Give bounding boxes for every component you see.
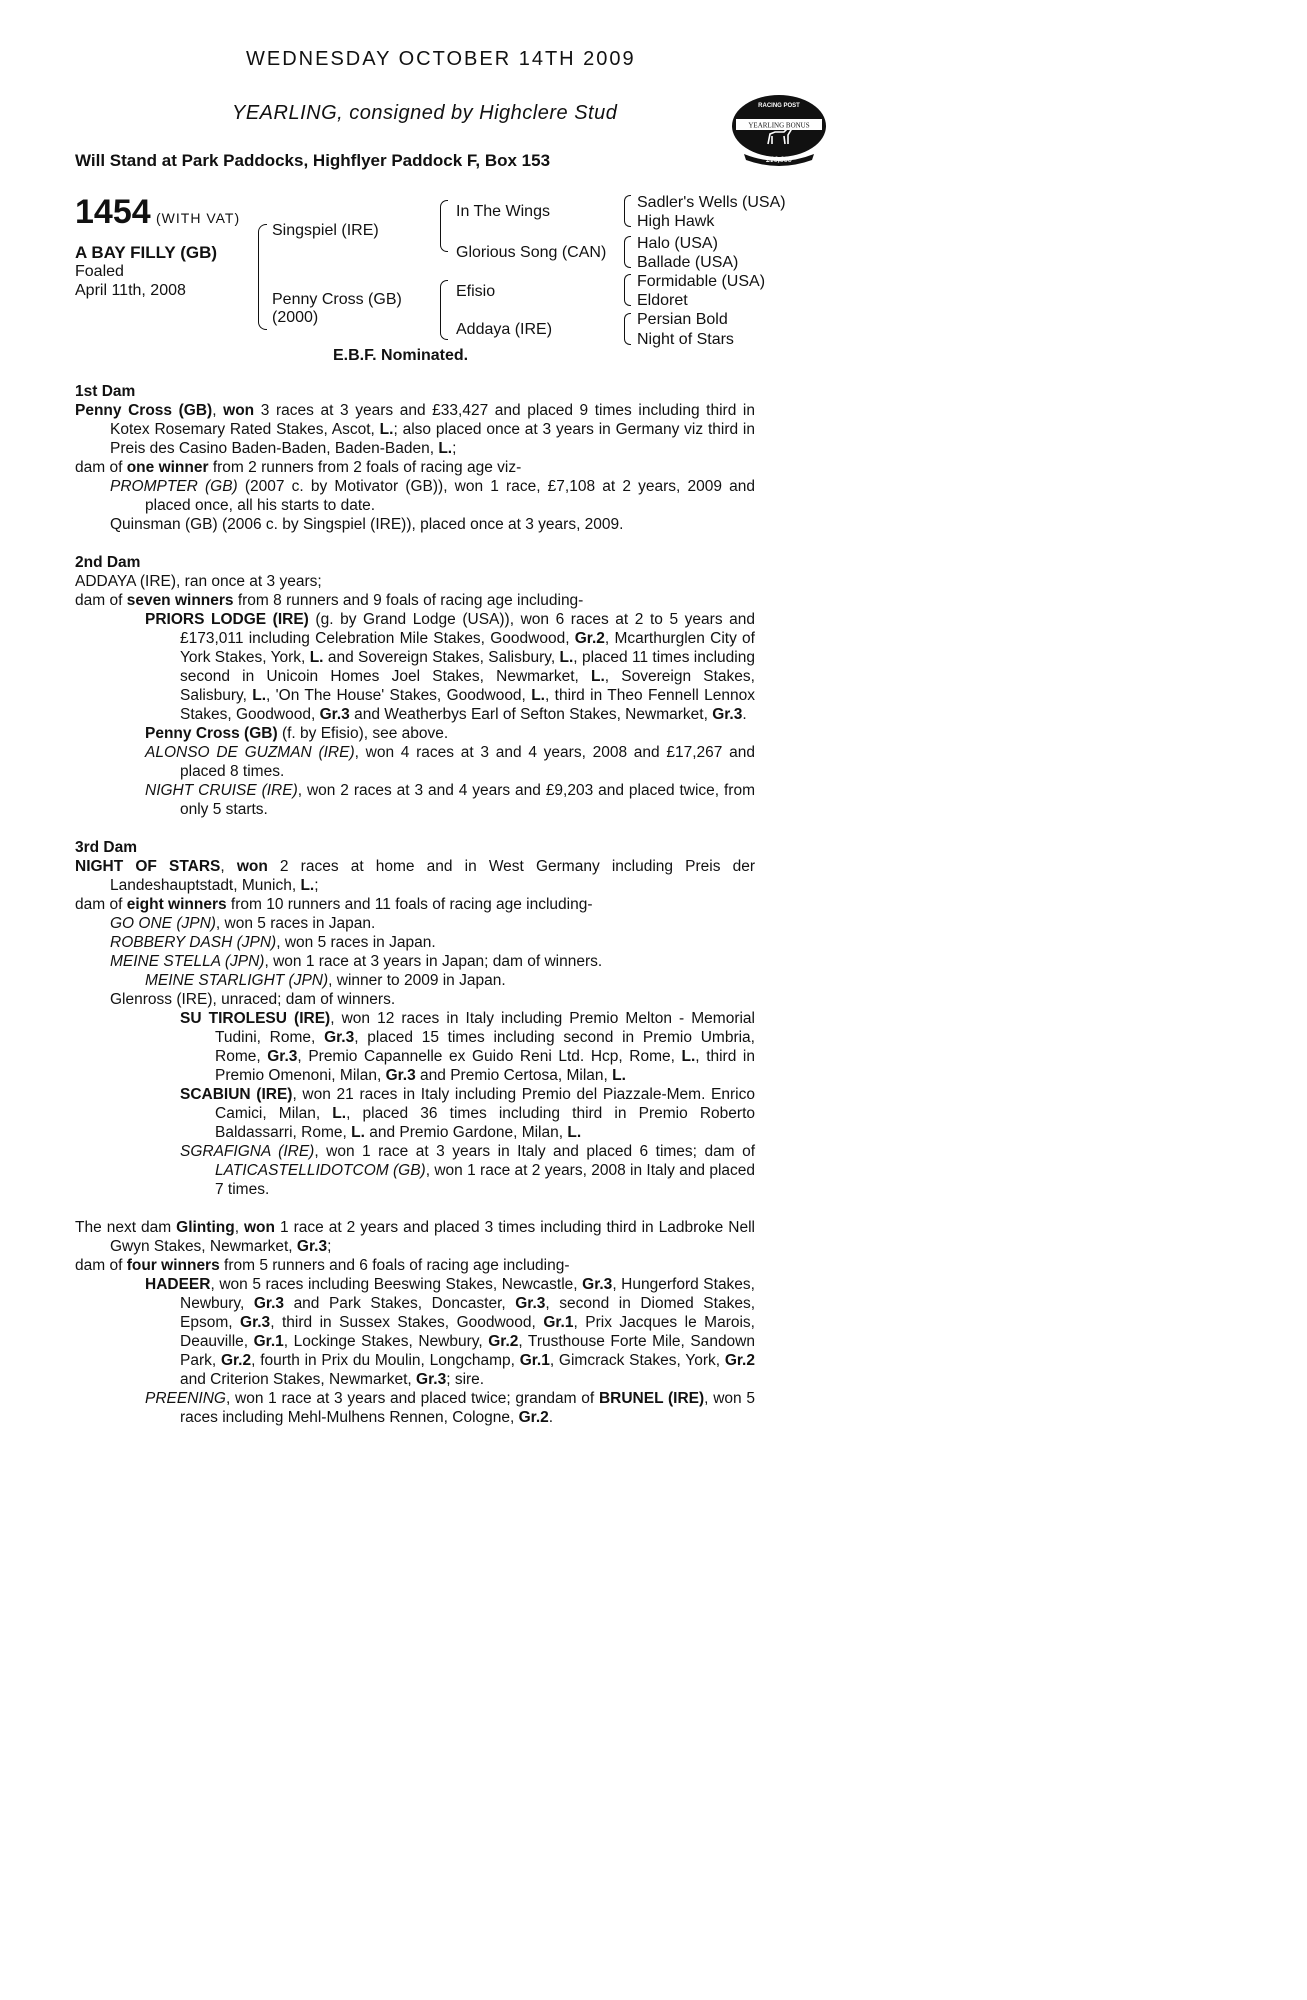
produce-entry: PROMPTER (GB) (2007 c. by Motivator (GB)), won 1 race, £7,108 at 2 years, 2009 and placed once, all his starts to date.: [110, 478, 755, 514]
pedigree-brace-2b: [440, 280, 448, 340]
second-dam-produce-summary: dam of seven winners from 8 runners and 9 foals of racing age including-: [75, 592, 584, 609]
won-bold: won: [223, 402, 255, 419]
produce-entry: HADEER, won 5 races including Beeswing Stakes, Newcastle, Gr.3, Hungerford Stakes, Newbury, Gr.3 and Park Stakes, Doncaster, Gr.3, second in Diomed Stakes, Epsom, Gr.3, third in Sussex Stakes, Goodwood, Gr.1, Prix Jacques le Marois, Deauville, Gr.1, Lockinge Stakes, Newbury, Gr.2, Trusthouse Forte Mile, Sandown Park, Gr.2, fourth in Prix du Moulin, Longchamp, Gr.1, Gimcrack Stakes, York, Gr.2 and Criterion Stakes, Newmarket, Gr.3; sire.: [145, 1276, 755, 1388]
produce-entry: Quinsman (GB) (2006 c. by Singspiel (IRE)), placed once at 3 years, 2009.: [110, 516, 624, 533]
next-dam-produce-summary: dam of four winners from 5 runners and 6 foals of racing age including-: [75, 1257, 570, 1274]
catalogue-body: [75, 382, 755, 1427]
foaled-label: Foaled: [75, 263, 124, 280]
pedigree-brace-2a: [440, 200, 448, 252]
produce-entry: PREENING, won 1 race at 3 years and placed twice; grandam of BRUNEL (IRE), won 5 races including Mehl-Mulhens Rennen, Cologne, Gr.2.: [145, 1390, 755, 1426]
dam: Penny Cross (GB): [272, 291, 402, 308]
grandproduce-entry: SU TIROLESU (IRE), won 12 races in Italy including Premio Melton - Memorial Tudini, Rome, Gr.3, placed 15 times including second in Premio Umbria, Rome, Gr.3, Premio Capannelle ex Guido Reni Ltd. Hcp, Rome, L., third in Premio Omenoni, Milan, Gr.3 and Premio Certosa, Milan, L.: [180, 1010, 755, 1084]
first-dam-record: Penny Cross (GB), won 3 races at 3 years and £33,427 and placed 9 times including third in Kotex Rosemary Rated Stakes, Ascot, L.; also placed once at 3 years in Germany viz third in Preis des Casino Baden-Baden, Baden-Baden, L.;: [75, 402, 755, 457]
dam-sire: Efisio: [456, 283, 496, 300]
ebf-nomination: E.B.F. Nominated.: [333, 347, 469, 364]
ancestor-7: Persian Bold: [637, 311, 728, 328]
produce-entry: NIGHT CRUISE (IRE), won 2 races at 3 and 4 years and £9,203 and placed twice, from only 5 starts.: [145, 782, 755, 818]
second-dam-title: 2nd Dam: [75, 554, 141, 571]
first-dam-produce-summary: dam of one winner from 2 runners from 2 foals of racing age viz-: [75, 459, 522, 476]
third-dam-produce-summary: dam of eight winners from 10 runners and 11 foals of racing age including-: [75, 896, 593, 913]
pedigree-brace-1: [258, 224, 267, 330]
ancestor-2: High Hawk: [637, 213, 715, 230]
grandproduce-entry: MEINE STARLIGHT (JPN), winner to 2009 in Japan.: [145, 972, 506, 989]
produce-entry: ROBBERY DASH (JPN), won 5 races in Japan.: [110, 934, 436, 951]
grandproduce-entry: SCABIUN (IRE), won 21 races in Italy including Premio del Piazzale-Mem. Enrico Camici, Milan, L., placed 36 times including third in Premio Roberto Baldassarri, Rome, L. and Premio Gardone, Milan, L.: [180, 1086, 755, 1141]
sire-dam: Glorious Song (CAN): [456, 244, 607, 261]
horse-name-bold: Penny Cross (GB): [75, 402, 213, 419]
produce-entry: GO ONE (JPN), won 5 races in Japan.: [110, 915, 376, 932]
dam-dam: Addaya (IRE): [456, 321, 553, 338]
third-dam-title: 3rd Dam: [75, 839, 138, 856]
foaled-date: April 11th, 2008: [75, 282, 186, 299]
pedigree-brace-3a: [624, 195, 631, 227]
first-dam-title: 1st Dam: [75, 383, 136, 400]
pedigree-brace-3d: [624, 313, 631, 345]
badge-top-text: RACING POST: [758, 103, 800, 109]
sire-sire: In The Wings: [456, 203, 550, 220]
vat-note: (WITH VAT): [156, 210, 241, 226]
badge-mid-text: YEARLING BONUS: [748, 121, 810, 130]
badge-amount-text: £10,000: [766, 155, 792, 164]
produce-entry: MEINE STELLA (JPN), won 1 race at 3 years in Japan; dam of winners.: [110, 953, 603, 970]
ancestor-8: Night of Stars: [637, 331, 734, 348]
next-dam-record: The next dam Glinting, won 1 race at 2 years and placed 3 times including third in Ladbroke Nell Gwyn Stakes, Newmarket, Gr.3;: [75, 1219, 755, 1255]
ancestor-5: Formidable (USA): [637, 273, 766, 290]
third-dam-record: NIGHT OF STARS, won 2 races at home and in West Germany including Preis der Landeshauptstadt, Munich, L.;: [75, 858, 755, 894]
produce-entry: Glenross (IRE), unraced; dam of winners.: [110, 991, 396, 1008]
ancestor-4: Ballade (USA): [637, 254, 739, 271]
sire: Singspiel (IRE): [272, 222, 379, 239]
foaled-info: [75, 262, 186, 300]
ancestor-6: Eldoret: [637, 292, 688, 309]
ancestor-3: Halo (USA): [637, 235, 718, 252]
grandproduce-entry: SGRAFIGNA (IRE), won 1 race at 3 years in Italy and placed 6 times; dam of LATICASTELLIDOTCOM (GB), won 1 race at 2 years, 2008 in Italy and placed 7 times.: [180, 1143, 755, 1198]
consignment-line: YEARLING, consigned by Highclere Stud: [232, 102, 618, 124]
second-dam-record: ADDAYA (IRE), ran once at 3 years;: [75, 573, 322, 590]
sale-date: WEDNESDAY OCTOBER 14TH 2009: [246, 48, 636, 70]
produce-entry: PRIORS LODGE (IRE) (g. by Grand Lodge (USA)), won 6 races at 2 to 5 years and £173,011 including Celebration Mile Stakes, Goodwood, Gr.2, Mcarthurglen City of York Stakes, York, L. and Sovereign Stakes, Salisbury, L., placed 11 times including second in Unicoin Homes Joel Stakes, Newmarket, L., Sovereign Stakes, Salisbury, L., 'On The House' Stakes, Goodwood, L., third in Theo Fennell Lennox Stakes, Goodwood, Gr.3 and Weatherbys Earl of Sefton Stakes, Newmarket, Gr.3.: [145, 611, 755, 723]
produce-entry: ALONSO DE GUZMAN (IRE), won 4 races at 3 and 4 years, 2008 and £17,267 and placed 8 times.: [145, 744, 755, 780]
dam-year: (2000): [272, 309, 319, 326]
pedigree-brace-3c: [624, 274, 631, 306]
pedigree-brace-3b: [624, 236, 631, 268]
stand-location: Will Stand at Park Paddocks, Highflyer Paddock F, Box 153: [75, 151, 551, 170]
horse-name: A BAY FILLY (GB): [75, 243, 218, 262]
lot-number: 1454: [75, 193, 151, 231]
ancestor-1: Sadler's Wells (USA): [637, 194, 786, 211]
produce-entry: Penny Cross (GB) (f. by Efisio), see above.: [145, 725, 449, 742]
yearling-bonus-badge: [728, 92, 830, 168]
